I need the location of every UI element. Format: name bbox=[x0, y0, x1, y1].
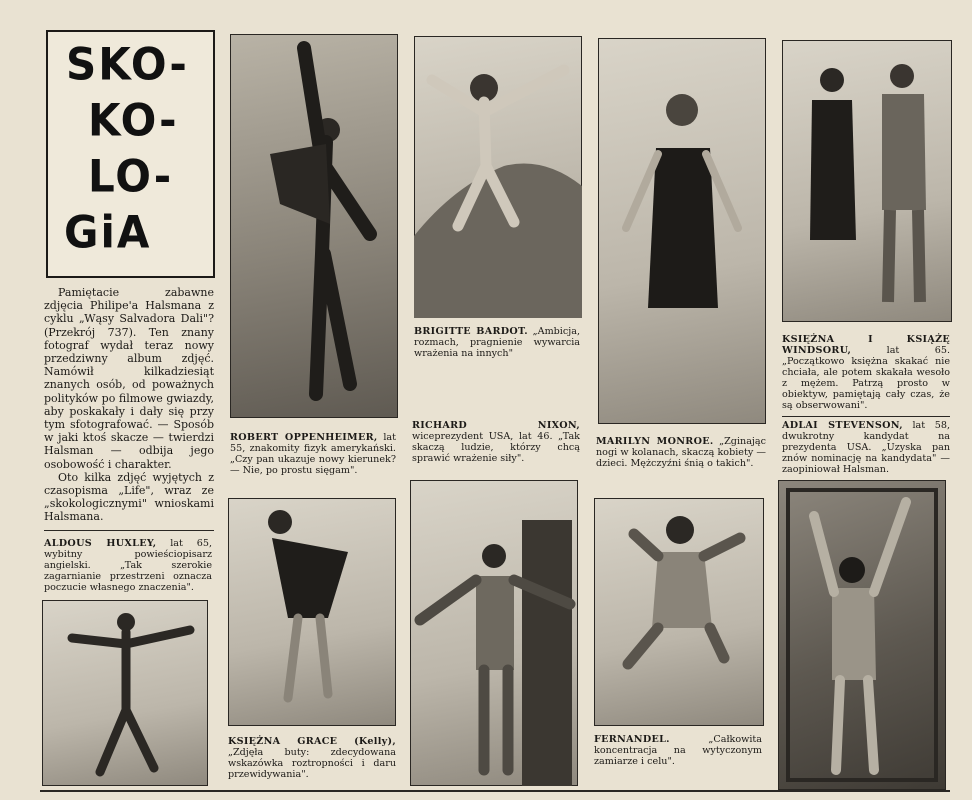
intro-paragraph-1: Pamiętacie zabawne zdjęcia Philipe'a Halsmana z cyklu „Wąsy Salvadora Dali"? (Przekrój 737). Ten znany fotograf wydał teraz nowy przedziwny album zdjęć. Namówił kilkadziesiąt znanych osób, od poważnych polityków po filmowe gwiazdy, aby poskakały i dały się przy tym sfotografować. — Sposób w jaki ktoś skacze — twierdzi Halsman — odbija jego osobowość i charakter. bbox=[44, 286, 214, 471]
caption-name: BRIGITTE BARDOT. bbox=[414, 326, 528, 337]
title-line-2: KO- bbox=[88, 94, 179, 147]
divider bbox=[44, 530, 214, 531]
caption-name: FERNANDEL. bbox=[594, 734, 670, 745]
jumping-figure-icon bbox=[594, 498, 764, 726]
divider bbox=[782, 416, 950, 417]
bottom-rule bbox=[40, 790, 950, 792]
caption-text: „Zdjęła buty: zdecydowana wskazówka roztropności i daru przewidywania". bbox=[228, 747, 396, 780]
caption-text: lat 55, znakomity fizyk amerykański. „Czy pan ukazuje nowy kierunek? — Nie, po prostu sięgam". bbox=[230, 432, 396, 476]
jumping-couple-icon bbox=[782, 40, 952, 322]
photo-fernandel bbox=[594, 498, 764, 726]
caption-windsor bbox=[782, 334, 950, 411]
caption-fernandel bbox=[594, 734, 762, 767]
photo-bardot bbox=[414, 36, 582, 318]
jumping-figure-icon bbox=[598, 38, 766, 424]
title-line-1: SKO- bbox=[66, 38, 189, 91]
jumping-figure-icon bbox=[778, 480, 946, 790]
caption-name: KSIĘŻNA GRACE (Kelly), bbox=[228, 736, 396, 747]
caption-text: wiceprezydent USA, lat 46. „Tak skaczą ludzie, którzy chcą sprawić wrażenie siły". bbox=[412, 431, 580, 464]
caption-name: RICHARD NIXON, bbox=[412, 420, 580, 431]
title-line-4: GiA bbox=[64, 206, 152, 259]
caption-stevenson bbox=[782, 420, 950, 475]
caption-text: „Zginając nogi w kolanach, skaczą kobiety — dzieci. Mężczyźni śnią o takich". bbox=[596, 436, 766, 469]
intro-paragraph-2: Oto kilka zdjęć wyjętych z czasopisma „Life", wraz ze „skokologicznymi" wnioskami Halsmana. bbox=[44, 470, 214, 524]
jumping-figure-icon bbox=[42, 600, 208, 786]
caption-bardot bbox=[414, 326, 580, 359]
photo-grace bbox=[228, 498, 396, 726]
photo-windsor bbox=[782, 40, 952, 322]
caption-monroe bbox=[596, 436, 766, 469]
caption-text: lat 65, wybitny powieściopisarz angielski. „Tak szerokie zagarnianie przestrzeni oznacza poczucie własnego znaczenia". bbox=[44, 538, 212, 593]
photo-stevenson bbox=[778, 480, 946, 790]
caption-text: lat 58, dwukrotny kandydat na prezydenta USA. „Uzyska pan znów nominację na kandydata" — zaopiniował Halsman. bbox=[782, 420, 950, 475]
title-line-3: LO- bbox=[88, 150, 174, 203]
photo-huxley bbox=[42, 600, 208, 786]
caption-name: ROBERT OPPENHEIMER, bbox=[230, 432, 378, 443]
caption-huxley bbox=[44, 538, 212, 593]
photo-monroe bbox=[598, 38, 766, 424]
jumping-figure-icon bbox=[228, 498, 396, 726]
caption-oppenheimer bbox=[230, 432, 396, 476]
caption-nixon bbox=[412, 420, 580, 464]
caption-name: ALDOUS HUXLEY, bbox=[44, 538, 157, 549]
photo-nixon bbox=[410, 480, 578, 786]
jumping-figure-icon bbox=[410, 480, 578, 786]
caption-grace bbox=[228, 736, 396, 780]
caption-name: KSIĘŻNA I KSIĄŻĘ WINDSORU, bbox=[782, 334, 950, 356]
jumping-figure-icon bbox=[414, 36, 582, 318]
caption-name: MARILYN MONROE. bbox=[596, 436, 714, 447]
intro-text bbox=[44, 286, 214, 524]
caption-name: ADLAI STEVENSON, bbox=[782, 420, 903, 431]
caption-text: „Całkowita koncentracja na wytyczonym zamiarze i celu". bbox=[594, 734, 762, 767]
title-box bbox=[46, 30, 215, 278]
jumping-figure-icon bbox=[230, 34, 398, 418]
caption-text: lat 65. „Początkowo księżna skakać nie chciała, ale potem skakała wesoło z mężem. Patrzą prosto w obiektyw, pamiętają cały czas, że są obserwowani". bbox=[782, 345, 950, 411]
photo-oppenheimer bbox=[230, 34, 398, 418]
caption-text: „Ambicja, rozmach, pragnienie wywarcia wrażenia na innych" bbox=[414, 326, 580, 359]
